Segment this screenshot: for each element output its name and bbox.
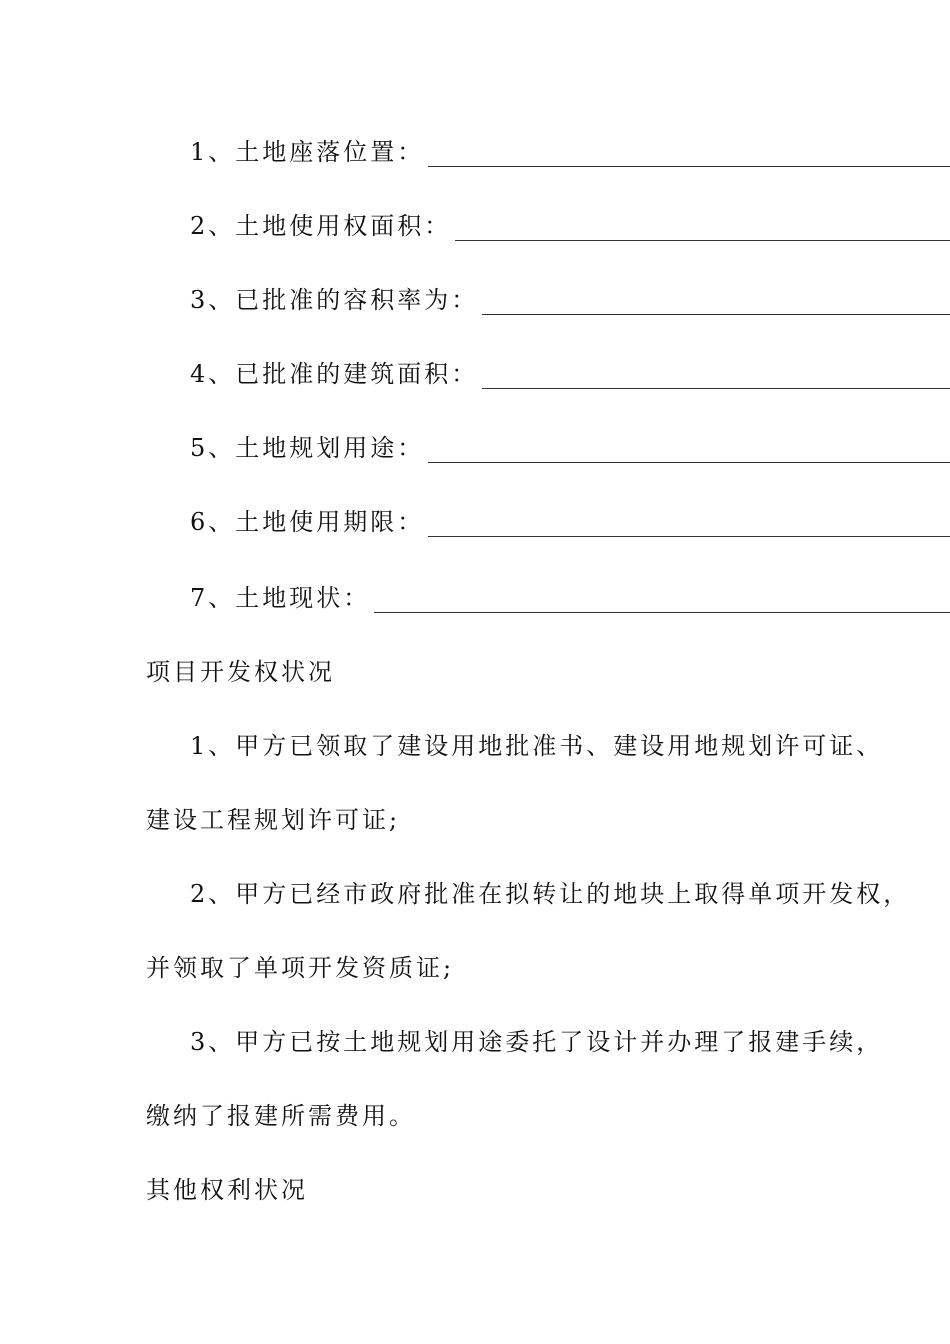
field-label: 1、土地座落位置： bbox=[190, 138, 425, 166]
paragraph-line: 并领取了单项开发资质证; bbox=[146, 954, 455, 982]
field-label: 7、土地现状： bbox=[190, 584, 371, 612]
field-label: 6、土地使用期限： bbox=[190, 508, 425, 536]
paragraph-line: 缴纳了报建所需费用。 bbox=[146, 1102, 416, 1130]
blank-line bbox=[428, 440, 950, 463]
blank-line bbox=[482, 366, 950, 389]
blank-line bbox=[455, 218, 950, 241]
blank-line bbox=[428, 514, 950, 537]
field-label: 4、已批准的建筑面积： bbox=[190, 360, 479, 388]
paragraph-line: 1、甲方已领取了建设用地批准书、建设用地规划许可证、 bbox=[190, 732, 884, 760]
field-plot-ratio bbox=[0, 285, 950, 315]
field-land-location bbox=[0, 137, 950, 167]
field-building-area bbox=[0, 359, 950, 389]
section-heading-other-rights: 其他权利状况 bbox=[146, 1176, 308, 1204]
field-land-status bbox=[0, 583, 950, 613]
paragraph-line: 2、甲方已经市政府批准在拟转让的地块上取得单项开发权， bbox=[190, 880, 911, 908]
section-heading-development-rights: 项目开发权状况 bbox=[146, 658, 335, 686]
field-label: 5、土地规划用途： bbox=[190, 434, 425, 462]
blank-line bbox=[374, 590, 950, 613]
field-label: 3、已批准的容积率为： bbox=[190, 286, 479, 314]
paragraph-line: 建设工程规划许可证; bbox=[146, 806, 401, 834]
field-planned-use bbox=[0, 433, 950, 463]
field-land-use-area bbox=[0, 211, 950, 241]
field-use-term bbox=[0, 507, 950, 537]
blank-line bbox=[428, 144, 950, 167]
blank-line bbox=[482, 292, 950, 315]
paragraph-line: 3、甲方已按土地规划用途委托了设计并办理了报建手续， bbox=[190, 1028, 884, 1056]
field-label: 2、土地使用权面积： bbox=[190, 212, 452, 240]
